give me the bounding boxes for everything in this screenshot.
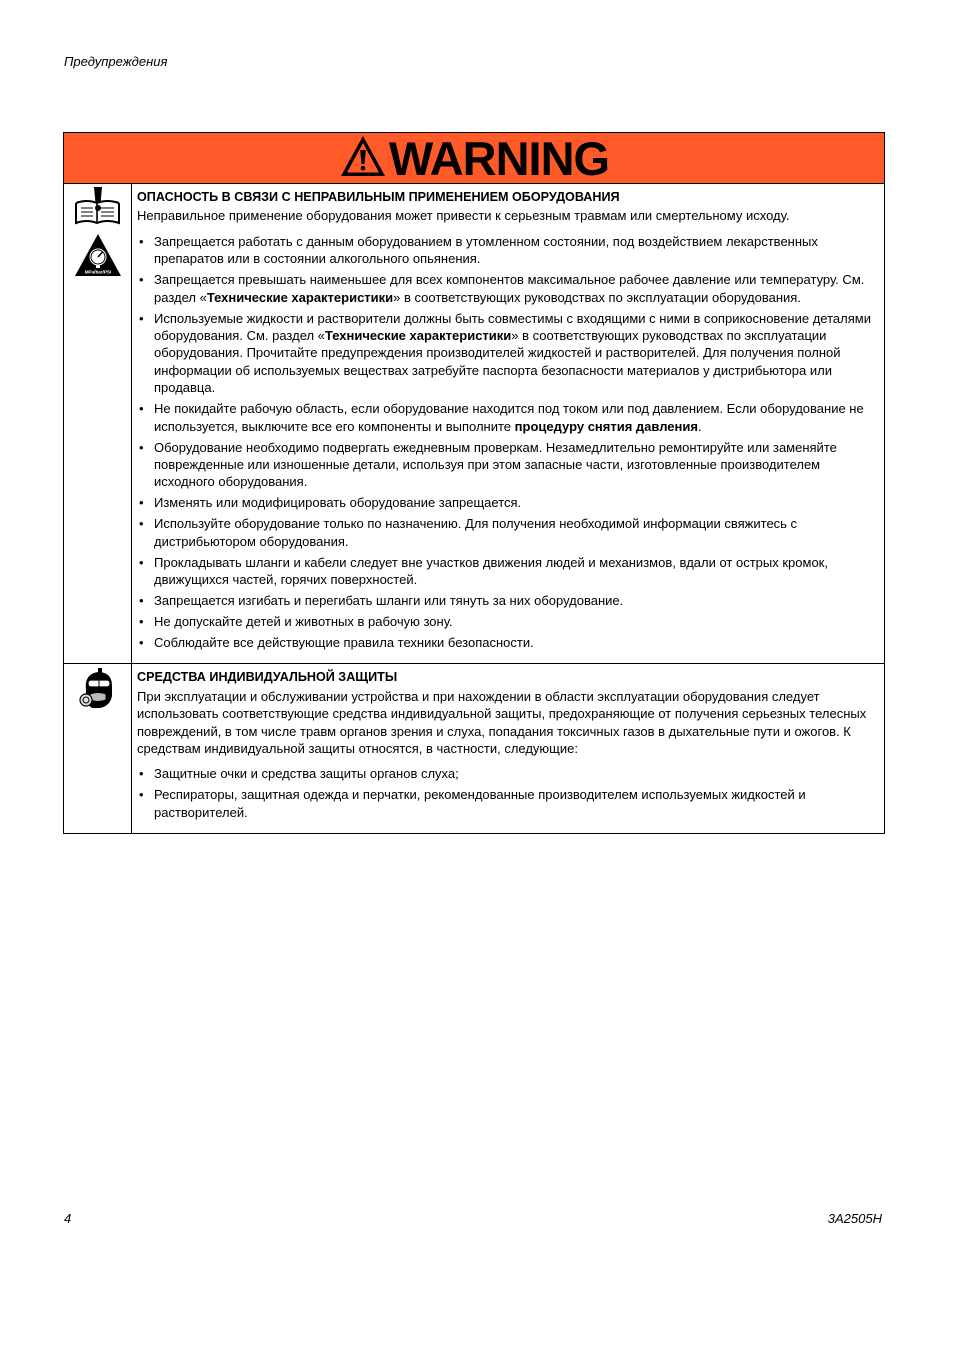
section-title: СРЕДСТВА ИНДИВИДУАЛЬНОЙ ЗАЩИТЫ: [137, 670, 398, 685]
warning-word: WARNING: [388, 131, 610, 185]
list-item: • Защитные очки и средства защиты органов слуха;: [137, 765, 878, 782]
list-item: • Запрещается превышать наименьшее для всех компонентов максимальное рабочее давление или температуру. См. раздел «Технические характеристики» в соответствующих руководствах по эксплуатации оборудования.: [137, 271, 878, 306]
protective-equipment-icon: [78, 668, 118, 715]
document-number: 3A2505H: [827, 1211, 882, 1226]
warning-triangle-icon: [339, 134, 387, 183]
bullet-list: [137, 765, 878, 821]
list-item: • Не покидайте рабочую область, если оборудование находится под током или под давлением. Если оборудование не используется, выключите все его компоненты и выполните процедуру снятия давления.: [137, 400, 878, 435]
icon-column: [64, 184, 132, 663]
icon-column: [64, 664, 132, 832]
section-intro: При эксплуатации и обслуживании устройства и при нахождении в области эксплуатации оборудования следует использовать соответствующие средства индивидуальной защиты, предохраняющие от получения серьезных телесных повреждений, в том числе травм органов зрения и слуха, попадания токсичных газов в дыхательные пути и ожогов. К средствам индивидуальной защиты относятся, в частности, следующие:: [137, 688, 867, 756]
list-item: • Запрещается работать с данным оборудованием в утомленном состоянии, под воздействием лекарственных препаратов или в состоянии алкогольного опьянения.: [137, 233, 878, 268]
section-text: [132, 184, 884, 663]
list-item: • Респираторы, защитная одежда и перчатки, рекомендованные производителем используемых жидкостей и растворителей.: [137, 786, 878, 821]
list-item: • Прокладывать шланги и кабели следует вне участков движения людей и механизмов, вдали от острых кромок, движущихся частей, горячих поверхностей.: [137, 554, 878, 589]
list-item: • Соблюдайте все действующие правила техники безопасности.: [137, 634, 878, 651]
list-item: • Изменять или модифицировать оборудование запрещается.: [137, 494, 878, 511]
section-title: ОПАСНОСТЬ В СВЯЗИ С НЕПРАВИЛЬНЫМ ПРИМЕНЕНИЕМ ОБОРУДОВАНИЯ: [137, 190, 620, 204]
section-intro: Неправильное применение оборудования может привести к серьезным травмам или смертельному исходу.: [137, 208, 790, 224]
page-header-title: Предупреждения: [64, 54, 168, 69]
list-item: • Оборудование необходимо подвергать ежедневным проверкам. Незамедлительно ремонтируйте или заменяйте поврежденные или изношенные детали, используя при этом запасные части, изготовленные производителем исходного оборудования.: [137, 439, 878, 491]
warning-row-ppe: [64, 664, 884, 832]
list-item: • Запрещается изгибать и перегибать шланги или тянуть за них оборудование.: [137, 592, 878, 609]
warning-table: [63, 132, 885, 834]
pressure-gauge-icon: [74, 233, 122, 282]
list-item: • Используйте оборудование только по назначению. Для получения необходимой информации свяжитесь с дистрибьютором оборудования.: [137, 515, 878, 550]
list-item: • Используемые жидкости и растворители должны быть совместимы с входящими с ними в соприкосновение деталями оборудования. См. раздел «Технические характеристики» в соответствующих руководствах по эксплуатации оборудования. Прочитайте предупреждения производителей жидкостей и растворителей. Для получения полной информации об используемых веществах затребуйте паспорта безопасности материалов у дистрибьютора или продавца.: [137, 310, 878, 397]
page-number: 4: [64, 1211, 72, 1226]
bullet-list: [137, 233, 878, 652]
section-text: [132, 664, 884, 832]
warning-banner: [64, 133, 884, 184]
read-manual-icon: [73, 186, 123, 231]
list-item: • Не допускайте детей и животных в рабочую зону.: [137, 613, 878, 630]
gauge-unit-label: MPa/bar/PSI: [84, 269, 111, 275]
warning-row-misuse: [64, 184, 884, 664]
